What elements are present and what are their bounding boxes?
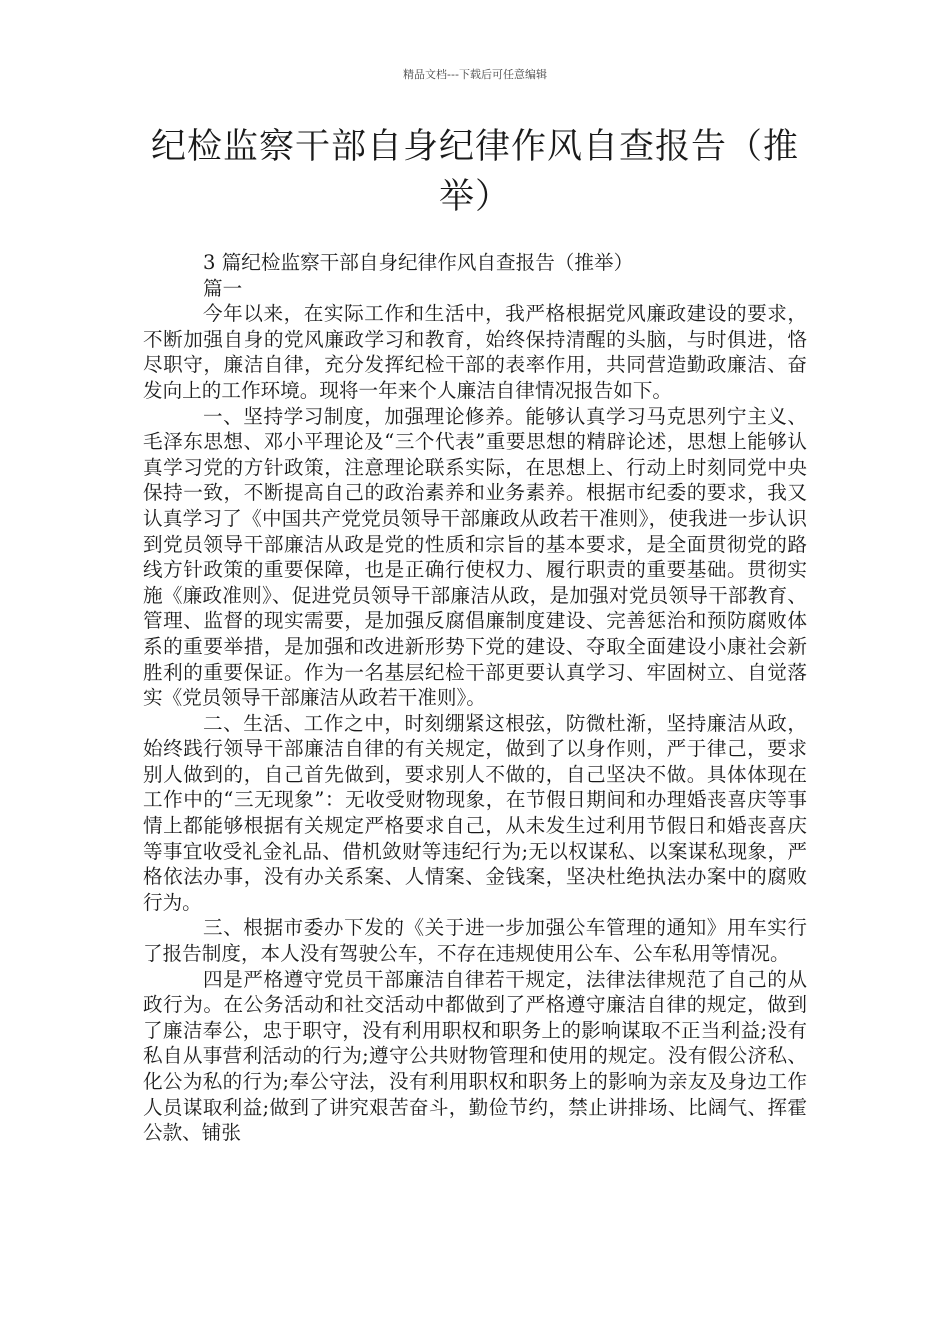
paragraph-section-1: 一、坚持学习制度，加强理论修养。能够认真学习马克思列宁主义、毛泽东思想、邓小平理论及“三个代表”重要思想的精辟论述，思想上能够认真学习党的方针政策，注意理论联系实际，在思想上、行动上时刻同党中央保持一致，不断提高自己的政治素养和业务素养。根据市纪委的要求，我又认真学习了《中国共产党党员领导干部廉政从政若干准则》，使我进一步认识到党员领导干部廉洁从政是党的性质和宗旨的基本要求，是全面贯彻党的路线方针政策的重要保障，也是正确行使权力、履行职责的重要基础。贯彻实施《廉政准则》、促进党员领导干部廉洁从政，是加强对党员领导干部教育、管理、监督的现实需要，是加强反腐倡廉制度建设、完善惩治和预防腐败体系的重要举措，是加强和改进新形势下党的建设、夺取全面建设小康社会新胜利的重要保证。作为一名基层纪检干部更要认真学习、牢固树立、自觉落实《党员领导干部廉洁从政若干准则》。 <box>143 404 807 710</box>
part-label: 篇一 <box>203 276 243 300</box>
paragraph-section-3: 三、根据市委办下发的《关于进一步加强公车管理的通知》用车实行了报告制度，本人没有驾驶公车，不存在违规使用公车、公车私用等情况。 <box>143 916 807 966</box>
document-body <box>143 250 807 1146</box>
document-title: 纪检监察干部自身纪律作风自查报告（推举） <box>150 127 799 217</box>
paragraph-section-2: 二、生活、工作之中，时刻绷紧这根弦，防微杜渐，坚持廉洁从政，始终践行领导干部廉洁自律的有关规定，做到了以身作则，严于律己，要求别人做到的，自己首先做到，要求别人不做的，自己坚决不做。具体体现在工作中的“三无现象”：无收受财物现象，在节假日期间和办理婚丧喜庆等事情上都能够根据有关规定严格要求自己，从未发生过利用节假日和婚丧喜庆等事宜收受礼金礼品、借机敛财等违纪行为;无以权谋私、以案谋私现象，严格依法办事，没有办关系案、人情案、金钱案，坚决杜绝执法办案中的腐败行为。 <box>143 711 807 914</box>
paragraph-intro: 今年以来，在实际工作和生活中，我严格根据党风廉政建设的要求，不断加强自身的党风廉政学习和教育，始终保持清醒的头脑，与时俱进，恪尽职守，廉洁自律，充分发挥纪检干部的表率作用，共同营造勤政廉洁、奋发向上的工作环境。现将一年来个人廉洁自律情况报告如下。 <box>143 302 807 402</box>
paragraph-section-4: 四是严格遵守党员干部廉洁自律若干规定，法律法律规范了自己的从政行为。在公务活动和社交活动中都做到了严格遵守廉洁自律的规定，做到了廉洁奉公，忠于职守，没有利用职权和职务上的影响谋取不正当利益;没有私自从事营利活动的行为;遵守公共财物管理和使用的规定。没有假公济私、化公为私的行为;奉公守法，没有利用职权和职务上的影响为亲友及身边工作人员谋取利益;做到了讲究艰苦奋斗，勤俭节约，禁止讲排场、比阔气、挥霍公款、铺张 <box>143 967 807 1145</box>
header-note: 精品文档---下载后可任意编辑 <box>403 68 547 81</box>
document-subtitle: 3 篇纪检监察干部自身纪律作风自查报告（推举） <box>203 251 634 274</box>
